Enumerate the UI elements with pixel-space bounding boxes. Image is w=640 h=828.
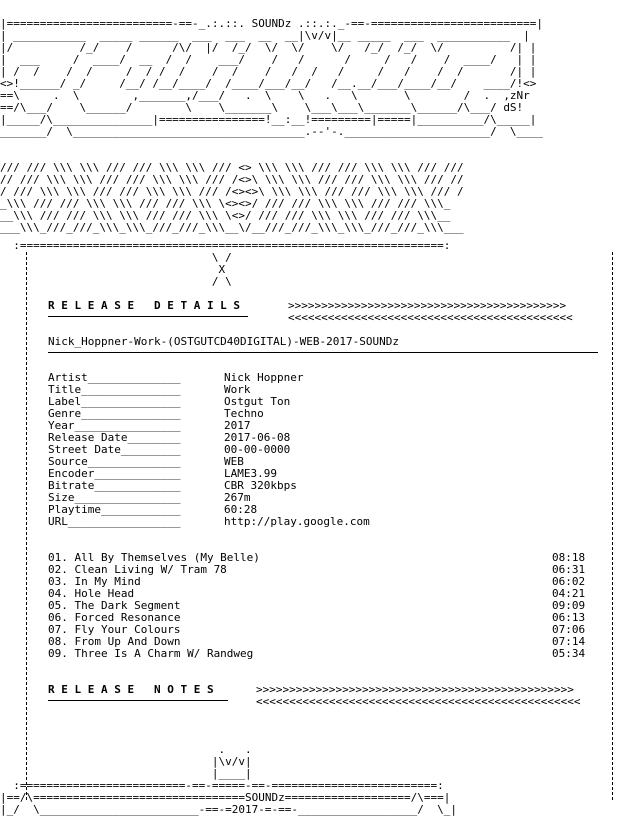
- release-name-underline: [48, 352, 598, 354]
- track-title: 04. Hole Head: [48, 587, 135, 600]
- release-notes-underline: [48, 700, 228, 702]
- track-title: 02. Clean Living W/ Tram 78: [48, 563, 227, 576]
- field-value: Work: [224, 383, 251, 396]
- track-duration: 04:21: [552, 587, 586, 600]
- field-key: Title_______________: [48, 383, 181, 396]
- track-duration: 07:06: [552, 623, 586, 636]
- field-url: [48, 516, 370, 528]
- release-details-arrows-left: <<<<<<<<<<<<<<<<<<<<<<<<<<<<<<<<<<<<<<<<<<<: [288, 311, 573, 324]
- track-duration: 09:09: [552, 599, 586, 612]
- track-duration: 06:13: [552, 611, 586, 624]
- field-key: Street Date_________: [48, 443, 181, 456]
- field-key: Label_______________: [48, 395, 181, 408]
- track-title: 03. In My Mind: [48, 575, 141, 588]
- field-key: Encoder_____________: [48, 467, 181, 480]
- track-row: [48, 648, 598, 660]
- track-duration: 06:31: [552, 563, 586, 576]
- field-key: Source______________: [48, 455, 181, 468]
- field-key: Playtime____________: [48, 503, 181, 516]
- field-key: Bitrate_____________: [48, 479, 181, 492]
- release-notes-heading: R E L E A S E N O T E S: [48, 683, 214, 696]
- field-key: Year________________: [48, 419, 181, 432]
- footer-ascii-art: . . |\v/v| |____| :=========================-==-=====-==-=========================: |==/\================================SOUNDz===================/\===| |_/ \________________________-==-=2017-=-==-__________________/ \_|: [0, 743, 457, 816]
- track-duration: 07:14: [552, 635, 586, 648]
- release-details-arrows-right: >>>>>>>>>>>>>>>>>>>>>>>>>>>>>>>>>>>>>>>>>>: [288, 299, 567, 312]
- release-name: Nick_Hoppner-Work-(OSTGUTCD40DIGITAL)-WEB-2017-SOUNDz: [48, 335, 399, 348]
- track-title: 09. Three Is A Charm W/ Randweg: [48, 647, 254, 660]
- track-title: 01. All By Themselves (My Belle): [48, 551, 260, 564]
- field-value: 267m: [224, 491, 251, 504]
- track-duration: 05:34: [552, 647, 586, 660]
- track-title: 05. The Dark Segment: [48, 599, 181, 612]
- right-border-line: [612, 252, 613, 800]
- left-border-line: [26, 252, 27, 800]
- track-title: 06. Forced Resonance: [48, 611, 181, 624]
- field-value: CBR 320kbps: [224, 479, 297, 492]
- field-value: 2017-06-08: [224, 431, 291, 444]
- field-key: Artist______________: [48, 371, 181, 384]
- field-key: URL_________________: [48, 515, 181, 528]
- field-key: Genre_______________: [48, 407, 181, 420]
- release-notes-arrows-left: <<<<<<<<<<<<<<<<<<<<<<<<<<<<<<<<<<<<<<<<<<<<<<<<<: [256, 695, 581, 708]
- release-details-underline: [48, 316, 248, 318]
- field-value: 2017: [224, 419, 251, 432]
- soundz-logo-ascii-art: |=========================-==-_.:.::. SOUNDz .::.:._-==-=========================| | ___________ _____ ______ ___ ___ __ __|\v/v|__ _____ ___ ___________ | |/ /_/ / /\/ |/ /_/ \/ \/ \/ /_/ /_/ \/ /| | | ___ / ____/ __ / / ___/ / / / / / / ____/ | | | / / / / / / / / / / / / / / / / / / /| | <>!______/ _/ /__/ /__/____/ /____/___/__/ /__.__/___/____/__/ ____/!<> ==\ . \ ,_______,/___/ . \ \ . \ \ / . ,zNr ==/\___/ \______/ \ \_______\ \___\___\_______\______/\___/ dS! |_____/\_______________|================!__:__!=========|=====|__________/\_____| _______/ \___________________________________.--'-.______________________/ \____: [0, 17, 544, 138]
- field-value: Ostgut Ton: [224, 395, 291, 408]
- field-value: WEB: [224, 455, 244, 468]
- field-value: Nick Hoppner: [224, 371, 304, 384]
- track-title: 07. Fly Your Colours: [48, 623, 181, 636]
- field-key: Size________________: [48, 491, 181, 504]
- field-value: 60:28: [224, 503, 258, 516]
- release-details-heading: R E L E A S E D E T A I L S: [48, 299, 241, 312]
- field-value: Techno: [224, 407, 264, 420]
- track-duration: 06:02: [552, 575, 586, 588]
- release-notes-arrows-right: >>>>>>>>>>>>>>>>>>>>>>>>>>>>>>>>>>>>>>>>>>>>>>>>: [256, 683, 574, 696]
- track-title: 08. From Up And Down: [48, 635, 181, 648]
- section-divider-ascii-art: :================================================================: \ / X / \: [13, 239, 451, 288]
- zigzag-band-ascii-art: /// /// \\\ \\\ /// /// \\\ \\\ /// <> \\\ \\\ /// /// \\\ \\\ /// /// // /// \\\ \\\ /// /// \\\ \\\ /// /<>\ \\\ \\\ /// /// \\\ \\\ /// // / /// \\\ \\\ /// /// \\\ \\\ /// /<><>\ \\\ \\\ /// /// \\\ \\\ /// / _\\\ /// /// \\\ \\\ /// /// \\\ \<><>/ /// /// \\\ \\\ /// /// \\\_ __\\\ /// /// \\\ \\\ /// /// \\\ \<>/ /// /// \\\ \\\ /// /// \\\__ ___\\\_///_///_\\\_\\\_///_///_\\\__\/__///_///_\\\_\\\_///_///_\\\___: [0, 161, 464, 234]
- field-value: LAME3.99: [224, 467, 277, 480]
- field-key: Release Date________: [48, 431, 181, 444]
- track-duration: 08:18: [552, 551, 586, 564]
- field-value[interactable]: http://play.google.com: [224, 515, 370, 528]
- field-value: 00-00-0000: [224, 443, 291, 456]
